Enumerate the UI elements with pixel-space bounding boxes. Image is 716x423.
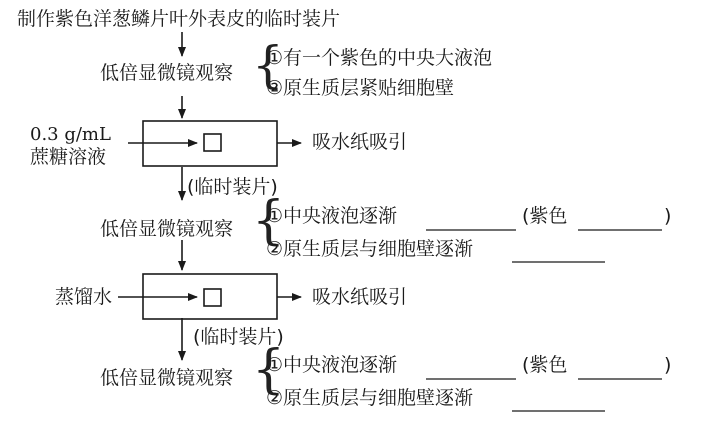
coverslip-2: [204, 289, 221, 306]
observe-label-1: 低倍显微镜观察: [100, 62, 234, 84]
title-step: 制作紫色洋葱鳞片叶外表皮的临时装片: [17, 8, 341, 30]
observation-3-2: ②原生质层与细胞壁逐渐: [266, 387, 474, 409]
observation-3-1-color: (紫色: [522, 354, 568, 376]
observation-3-1: ①中央液泡逐渐: [266, 354, 398, 376]
brace-2: {: [252, 191, 286, 251]
slide-label-1: (临时装片): [187, 176, 278, 198]
coverslip-1: [204, 134, 221, 151]
absorb-label-1: 吸水纸吸引: [312, 131, 408, 153]
slide-label-2: (临时装片): [193, 326, 284, 348]
reagent-water-label: 蒸馏水: [55, 286, 113, 308]
absorb-label-2: 吸水纸吸引: [312, 286, 408, 308]
observation-1-1: ①有一个紫色的中央大液泡: [266, 47, 493, 69]
observe-label-2: 低倍显微镜观察: [100, 218, 234, 240]
observation-1-2: ②原生质层紧贴细胞壁: [266, 77, 455, 99]
observe-label-3: 低倍显微镜观察: [100, 367, 234, 389]
observation-3-1-close: ): [664, 354, 672, 376]
reagent-sucrose-label: 蔗糖溶液: [30, 146, 107, 168]
reagent-sucrose-concentration: 0.3 g/mL: [30, 124, 111, 145]
brace-1: {: [252, 36, 284, 94]
observation-2-1-color: (紫色: [522, 205, 568, 227]
observation-2-2: ②原生质层与细胞壁逐渐: [266, 238, 474, 260]
brace-3: {: [252, 340, 286, 400]
observation-2-1-close: ): [664, 205, 672, 227]
observation-2-1: ①中央液泡逐渐: [266, 205, 398, 227]
